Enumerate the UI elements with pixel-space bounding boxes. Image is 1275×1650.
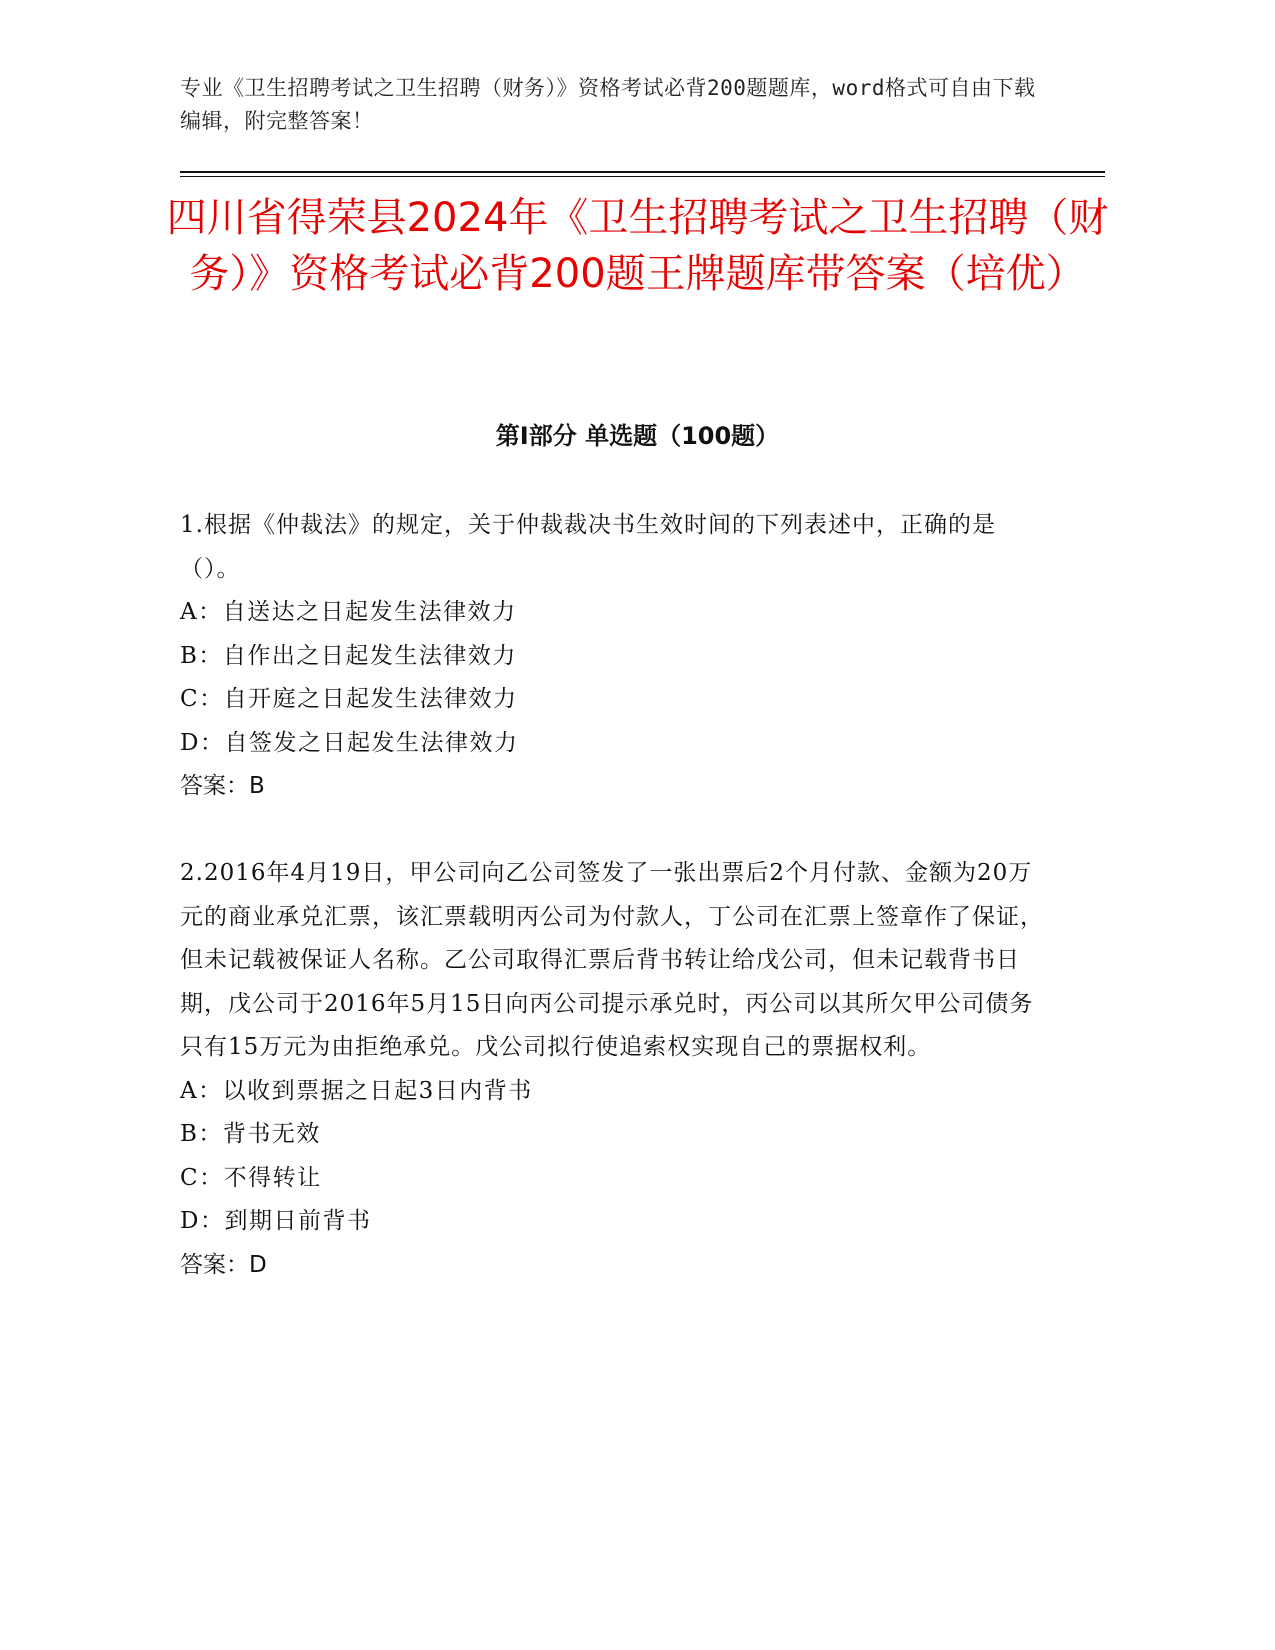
question-stem: 2.2016年4月19日，甲公司向乙公司签发了一张出票后2个月付款、金额为20万元的商业承兑汇票，该汇票载明丙公司为付款人，丁公司在汇票上签章作了保证，但未记载被保证人名称。乙公司取得汇票后背书转让给戊公司，但未记载背书日期，戊公司于2016年5月15日向丙公司提示承兑时，丙公司以其所欠甲公司债务只有15万元为由拒绝承兑。戊公司拟行使追索权实现自己的票据权利。 [180,860,1044,1060]
question-2 [180,852,1050,1287]
header-note: 专业《卫生招聘考试之卫生招聘（财务）》资格考试必背200题题库，word格式可自由下载编辑，附完整答案！ [180,76,1036,133]
option-a: A：以收到票据之日起3日内背书 [180,1077,533,1104]
answer-text: 答案：B [180,773,265,799]
section-heading: 第Ⅰ部分 单选题（100题） [495,422,780,450]
option-d: D：自签发之日起发生法律效力 [180,729,519,756]
header-divider-thin [180,176,1105,177]
option-b: B：自作出之日起发生法律效力 [180,642,517,669]
option-d: D：到期日前背书 [180,1208,372,1234]
answer-text: 答案：D [180,1251,267,1278]
question-1 [180,504,1050,809]
option-b: B：背书无效 [180,1121,321,1147]
option-c: C：不得转让 [180,1164,322,1191]
question-stem: 1.根据《仲裁法》的规定，关于仲裁裁决书生效时间的下列表述中，正确的是（）。 [180,512,996,582]
option-c: C：自开庭之日起发生法律效力 [180,686,518,712]
document-title: 四川省得荣县2024年《卫生招聘考试之卫生招聘（财务）》资格考试必背200题王牌题库带答案（培优） [166,195,1109,297]
option-a: A：自送达之日起发生法律效力 [180,599,517,625]
header-divider-thick [180,171,1105,173]
